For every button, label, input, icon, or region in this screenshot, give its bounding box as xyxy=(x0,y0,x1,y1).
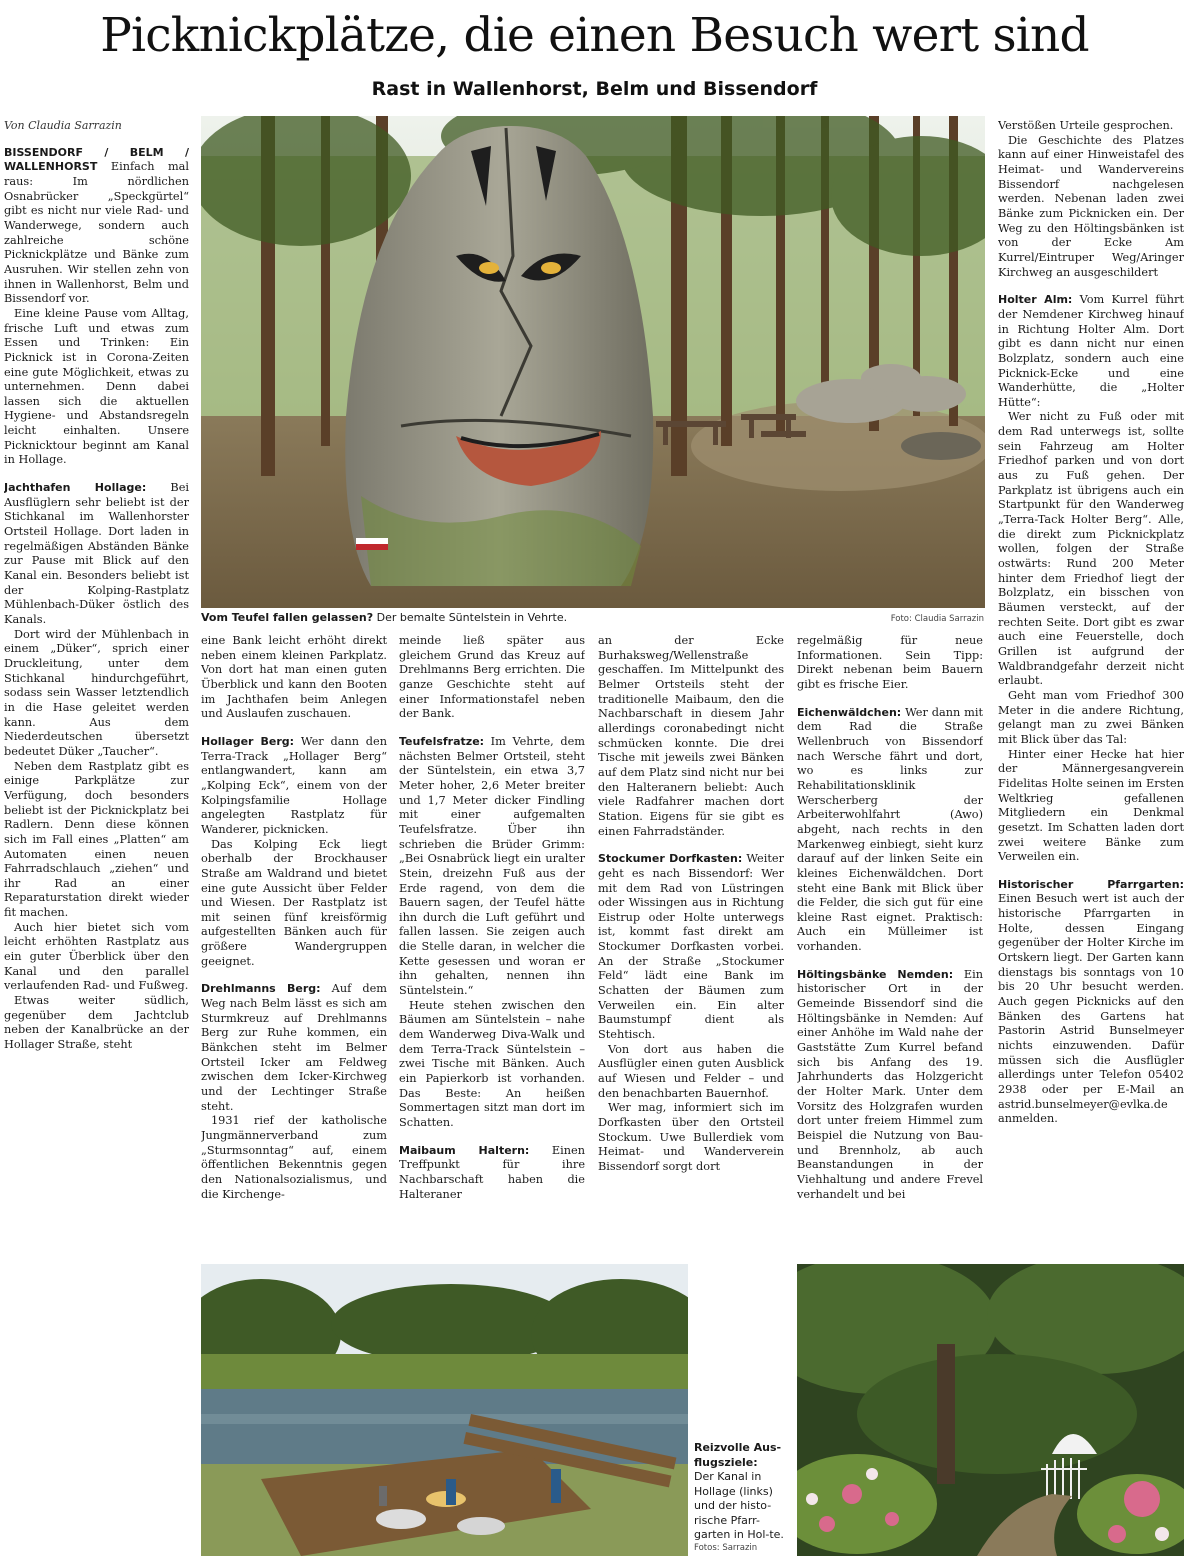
paragraph: Im Vehrte, dem nächsten Belmer Ortsteil, steht der Süntelstein, ein etwa 3,7 Meter hoher, 2,6 Meter breiter und 1,7 Meter dicker Findling mit einer aufgemalten Teufelsfratze. Über ihn schrieben die Brüder Grimm: „Bei Osnabrück liegt ein uralter Stein, dreizehn Fuß aus der Erde ragend, von dem die Bauern sagen, der Teufel hätte ihn durch die Luft geführt und fallen lassen. Sie zeigen auch die Stelle daran, in welcher die Kette gesessen und woran er ihn gehalten, nennen ihn Süntelstein.“ xyxy=(399,734,585,998)
main-photo-suentelstein xyxy=(201,116,985,608)
caption-bold: Vom Teufel fallen gelassen? xyxy=(201,611,374,624)
paragraph: Eine kleine Pause vom Alltag, frische Luft und etwas zum Essen und Trinken: Ein Picknick ist in Corona-Zeiten eine gute Möglichkeit, etwas zu unternehmen. Denn dabei lassen sich die aktuellen Hygiene- und Abstandsregeln leicht einhalten. Unsere Picknicktour beginnt am Kanal in Hollage. xyxy=(4,306,189,467)
section-heading: Hollager Berg: xyxy=(201,734,295,748)
subheadline: Rast in Wallenhorst, Belm und Bissendorf xyxy=(371,78,818,100)
section-heading: Holter Alm: xyxy=(998,293,1073,307)
paragraph: regelmäßig für neue Informationen. Sein Tipp: Direkt nebenan beim Bauern gibt es frische Eier. xyxy=(797,634,983,691)
paragraph: Auch hier bietet sich vom leicht erhöhten Rastplatz aus ein guter Überblick über den Kanal und den parallel verlaufenden Rad- und Fußweg. xyxy=(4,920,189,993)
section-heading: Historischer Pfarrgarten: xyxy=(998,877,1184,891)
paragraph: Die Geschichte des Platzes kann auf einer Hinweistafel des Heimat- und Wandervereins Bissendorf nachgelesen werden. Nebenan laden zwei Bänke zum Picknicken ein. Der Weg zu den Höltingsbänken ist von der Ecke Am Kurrel/Eintruper Weg/Aringer Kirchweg an ausgeschildert xyxy=(998,133,1184,279)
paragraph: Wer dann mit dem Rad die Straße Wellenbruch von Bissendorf nach Wersche fährt und dort, wo es links zur Rehabilitationsklinik Werscherberg der Arbeiterwohlfahrt (Awo) abgeht, nach rechts in den Markenweg einbiegt, sieht kurz darauf auf der linken Seite ein kleines Eichenwäldchen. Dort steht eine Bank mit Blick über die Felder, die sich gut für eine kleine Rast eignet. Praktisch: Auch ein Mülleimer ist vorhanden. xyxy=(797,705,983,954)
section-heading: Stockumer Dorfkasten: xyxy=(598,852,743,866)
paragraph: Einen Besuch wert ist auch der historische Pfarrgarten in Holte, dessen Eingang gegenüber der Holter Kirche im Ortskern liegt. Der Garten kann dienstags bis sonntags von 10 bis 20 Uhr besucht werden. Auch gegen Picknicks auf den Bänken des Gartens hat Pastorin Astrid Bunselmeyer nichts einzuwenden. Dafür müssen sich die Ausflügler allerdings unter Telefon 05402 2938 oder per E-Mail an astrid.bunselmeyer@evlka.de anmelden. xyxy=(998,892,1184,1126)
garden-illustration xyxy=(797,1264,1184,1556)
photos-credit: Fotos: Sarrazin xyxy=(694,1543,758,1553)
paragraph: Wer dann den Terra-Track „Hollager Berg“ entlangwandert, kann am „Kolping Eck“, einem von der Kolpingsfamilie Hollage angelegten Rastplatz für Wanderer, picknicken. xyxy=(201,734,387,836)
side-caption-text: Der Kanal in Hollage (links) und der histo-rische Pfarr-garten in Hol-te. xyxy=(694,1470,784,1541)
canal-illustration xyxy=(201,1264,688,1556)
section-heading: Jachthafen Hollage: xyxy=(4,481,147,495)
paragraph: 1931 rief der katholische Jungmännerverband zum „Sturmsonntag“ auf, einem öffentlichen Bekenntnis gegen den Nationalsozialismus, und die Kirchenge- xyxy=(201,1114,387,1201)
paragraph: Ein historischer Ort in der Gemeinde Bissendorf sind die Höltingsbänke in Nemden: Auf einer Anhöhe im Wald nahe der Gaststätte Zum Kurrel befand sich bis Anfang des 19. Jahrhunderts das Holzgericht der Holter Mark. Unter dem Vorsitz des Holzgrafen wurden dort unter freiem Himmel zum Beispiel die Nutzung von Bau- und Brennholz, ab auch Beanstandungen in der Viehhaltung und andere Frevel verhandelt und bei xyxy=(797,967,983,1201)
photo-credit: Foto: Claudia Sarrazin xyxy=(890,614,984,624)
main-photo-caption xyxy=(201,611,821,625)
section-heading: Höltingsbänke Nemden: xyxy=(797,967,954,981)
caption-text: Der bemalte Süntelstein in Vehrte. xyxy=(373,611,568,624)
section-heading: Eichenwäldchen: xyxy=(797,705,902,719)
paragraph: Auf dem Weg nach Belm lässt es sich am Sturmkreuz auf Drehlmanns Berg zur Ruhe kommen, ein Bänkchen steht im Belmer Ortsteil Icker am Feldweg zwischen dem Icker-Kirchweg und der Lechtinger Straße steht. xyxy=(201,982,387,1113)
paragraph: Das Kolping Eck liegt oberhalb der Brockhauser Straße am Waldrand und bietet eine gute Aussicht über Felder und Wiesen. Der Rastplatz ist mit seinen fünf kreisförmig aufgestellten Bänken auch für größere Wandergruppen geeignet. xyxy=(201,837,387,968)
paragraph: Weiter geht es nach Bissendorf: Wer mit dem Rad von Lüstringen oder Wissingen aus in Richtung Eistrup oder Holte unterwegs ist, kommt fast direkt am Stockumer Dorfkasten vorbei. An der Straße „Stockumer Feld“ lädt eine Bank im Schatten der Bäumen zum Verweilen ein. Ein alter Baumstumpf dient als Stehtisch. xyxy=(598,852,784,1042)
paragraph: meinde ließ später aus gleichem Grund das Kreuz auf Drehlmanns Berg errichten. Die ganze Geschichte steht auf einer Informationstafel neben der Bank. xyxy=(399,634,585,721)
section-heading: Maibaum Haltern: xyxy=(399,1143,530,1157)
paragraph: Heute stehen zwischen den Bäumen am Süntelstein – nahe dem Wanderweg Diva-Walk und dem Terra-Track Süntelstein – zwei Tische mit Bänken. Auch ein Papierkorb ist vorhanden. Das Beste: An heißen Sommertagen sitzt man dort im Schatten. xyxy=(399,998,585,1129)
paragraph: Wer nicht zu Fuß oder mit dem Rad unterwegs ist, sollte sein Fahrzeug am Holter Friedhof parken und von dort aus zu Fuß gehen. Der Parkplatz ist übrigens auch ein Startpunkt für den Wanderweg „Terra-Tack Holter Berg“. Alle, die direkt zum Picknickplatz wollen, folgen der Straße ostwärts: Rund 200 Meter hinter dem Friedhof liegt der Bolzplatz, ein bisschen von Bäumen versteckt, auf der rechten Seite. Dort gibt es zwar auch eine Feuerstelle, doch Grillen ist aufgrund der Waldbrandgefahr derzeit nicht erlaubt. xyxy=(998,410,1184,688)
section-heading: Drehlmanns Berg: xyxy=(201,982,321,996)
paragraph: Einen Treffpunkt für ihre Nachbarschaft haben die Halteraner xyxy=(399,1143,585,1201)
paragraph: Neben dem Rastplatz gibt es einige Parkplätze zur Verfügung, doch besonders beliebt ist der Picknickplatz bei Radlern. Denn diese können sich im Fall eines „Platten“ am Automaten einen neuen Fahrradschlauch „ziehen“ und ihr Rad an einer Reparaturstation direkt wieder fit machen. xyxy=(4,759,189,920)
photo-kanal-hollage xyxy=(201,1264,688,1556)
section-heading: Teufelsfratze: xyxy=(399,734,485,748)
suentelstein-illustration xyxy=(201,116,985,608)
column-1 xyxy=(4,119,189,1139)
paragraph: Von dort aus haben die Ausflügler einen guten Ausblick auf Wiesen und Felder – und den benachbarten Bauernhof. xyxy=(598,1042,784,1100)
photo-pfarrgarten-holte xyxy=(797,1264,1184,1556)
paragraph: Dort wird der Mühlenbach in einem „Düker“, sprich einer Druckleitung, unter dem Stichkanal hindurchgeführt, sodass sein Wasser letztendlich in die Hase geleitet werden kann. Aus dem Niederdeutschen übersetzt bedeutet Düker „Taucher“. xyxy=(4,627,189,758)
side-caption xyxy=(694,1441,790,1543)
headline: Picknickplätze, die einen Besuch wert sind xyxy=(100,8,1089,63)
paragraph: an der Ecke Burhaksweg/Wellenstraße geschaffen. Im Mittelpunkt des Belmer Ortsteils steht der traditionelle Maibaum, den die Nachbarschaft in diesem Jahr allerdings coronabedingt nicht schmücken konnte. Die drei Tische mit jeweils zwei Bänken auf dem Platz sind nicht nur bei den Halteranern beliebt: Auch viele Radfahrer machen dort Station. Eigens für sie gibt es einen Fahrradständer. xyxy=(598,634,784,838)
dateline: BISSENDORF / BELM / WALLENHORST xyxy=(4,145,189,174)
paragraph: Wer mag, informiert sich im Dorfkasten über den Ortsteil Stockum. Uwe Bullerdiek vom Heimat- und Wanderverein Bissendorf sorgt dort xyxy=(598,1101,784,1173)
paragraph: Geht man vom Friedhof 300 Meter in die andere Richtung, gelangt man zu zwei Bänken mit Blick über das Tal: xyxy=(998,688,1184,746)
paragraph: Verstößen Urteile gesprochen. xyxy=(998,119,1174,132)
byline: Von Claudia Sarrazin xyxy=(4,119,122,132)
side-caption-bold: Reizvolle Aus-flugsziele: xyxy=(694,1441,782,1469)
paragraph: Hinter einer Hecke hat hier der Männergesangverein Fidelitas Holte seinen im Ersten Weltkrieg gefallenen Mitgliedern ein Denkmal gesetzt. Im Schatten laden dort zwei weitere Bänke zum Verweilen ein. xyxy=(998,747,1184,864)
paragraph: Vom Kurrel führt der Nemdener Kirchweg hinauf in Richtung Holter Alm. Dort gibt es dann nicht nur einen Bolzplatz, sondern auch eine Picknick-Ecke und eine Wanderhütte, die „Holter Hütte“: xyxy=(998,293,1184,409)
paragraph: Einfach mal raus: Im nördlichen Osnabrücker „Speckgürtel“ gibt es nicht nur viele Rad- und Wanderwege, sondern auch zahlreiche schöne Picknickplätze und Bänke zum Ausruhen. Wir stellen zehn von ihnen in Wallenhorst, Belm und Bissendorf vor. xyxy=(4,160,189,306)
paragraph: eine Bank leicht erhöht direkt neben einem kleinen Parkplatz. Von dort hat man einen guten Überblick und kann den Booten im Jachthafen beim Anlegen und Auslaufen zuschauen. xyxy=(201,634,387,721)
paragraph: Bei Ausflüglern sehr beliebt ist der Stichkanal im Wallenhorster Ortsteil Hollage. Dort laden in regelmäßigen Abständen Bänke zur Pause mit Blick auf den Kanal ein. Besonders beliebt ist der Kolping-Rastplatz Mühlenbach-Düker östlich des Kanals. xyxy=(4,481,189,626)
paragraph: Etwas weiter südlich, gegenüber dem Jachtclub neben der Kanalbrücke an der Hollager Straße, steht xyxy=(4,994,189,1052)
